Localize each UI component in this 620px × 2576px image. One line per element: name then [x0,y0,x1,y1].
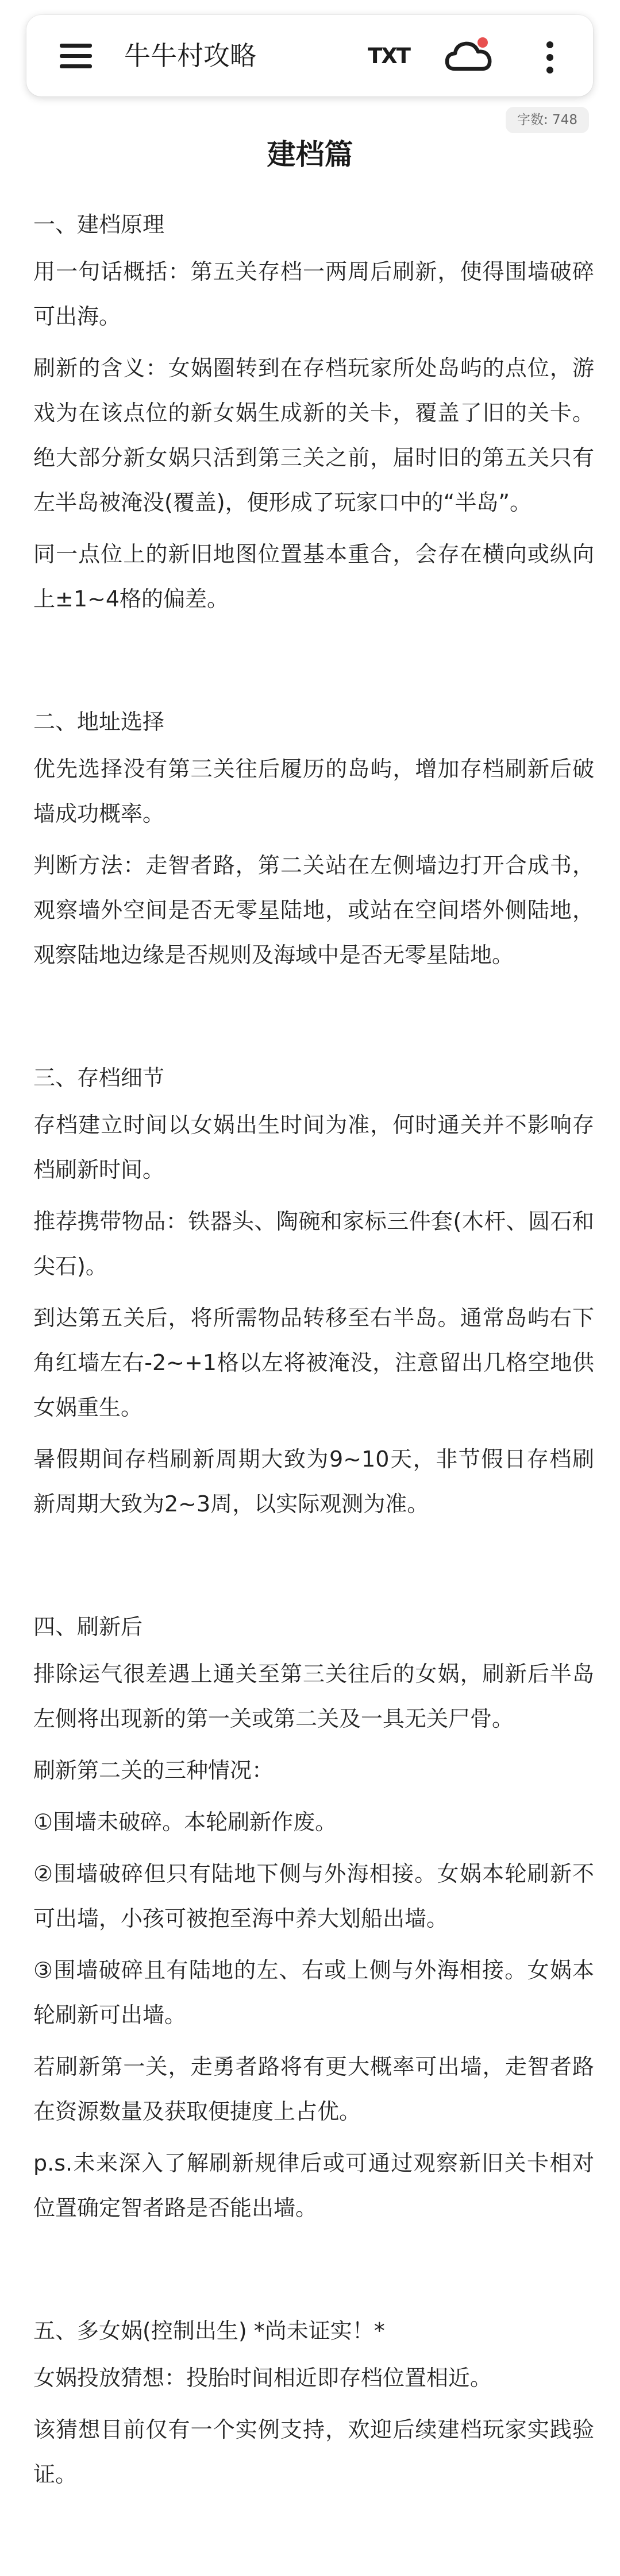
paragraph: 暑假期间存档刷新周期大致为9~10天，非节假日存档刷新周期大致为2~3周，以实际观测为准。 [33,1446,594,1517]
article-section [33,1606,594,2230]
article-section [33,203,594,621]
txt-icon[interactable]: TXT [368,44,410,68]
article-section [33,1057,594,1526]
paragraph: 存档建立时间以女娲出生时间为准，何时通关并不影响存档刷新时间。 [33,1112,594,1182]
paragraph: ②围墙破碎但只有陆地下侧与外海相接。女娲本轮刷新不可出墙，小孩可被抱至海中养大划船出墙。 [33,1861,594,1931]
paragraph: 该猜想目前仅有一个实例支持，欢迎后续建档玩家实践验证。 [33,2417,594,2487]
article-section [33,701,594,977]
paragraph: 刷新的含义：女娲圈转到在存档玩家所处岛屿的点位，游戏为在该点位的新女娲生成新的关卡，覆盖了旧的关卡。绝大部分新女娲只活到第三关之前，届时旧的第五关只有左半岛被淹没(覆盖)，便形成了玩家口中的“半岛”。 [33,355,594,515]
article-content [33,203,594,2576]
paragraph: 到达第五关后，将所需物品转移至右半岛。通常岛屿右下角红墙左右-2~+1格以左将被淹没，注意留出几格空地供女娲重生。 [33,1305,594,1420]
word-count-badge: 字数: 748 [506,107,589,133]
paragraph: 同一点位上的新旧地图位置基本重合，会存在横向或纵向上±1~4格的偏差。 [33,541,594,612]
paragraph: ①围墙未破碎。本轮刷新作废。 [33,1809,337,1835]
menu-icon[interactable] [60,42,94,69]
app-title: 牛牛村攻略 [124,40,256,71]
paragraph: 排除运气很差遇上通关至第三关往后的女娲，刷新后半岛左侧将出现新的第一关或第二关及一具无关尸骨。 [33,1661,594,1731]
notification-dot [477,37,488,48]
section-heading: 三、存档细节 [33,1065,165,1090]
more-vert-icon[interactable] [541,40,559,75]
paragraph: 女娲投放猜想：投胎时间相近即存档位置相近。 [33,2365,492,2391]
paragraph: 判断方法：走智者路，第二关站在左侧墙边打开合成书，观察墙外空间是否无零星陆地，或站在空间塔外侧陆地，观察陆地边缘是否规则及海域中是否无零星陆地。 [33,853,594,968]
article-section [33,2310,594,2497]
paragraph: 刷新第二关的三种情况： [33,1758,274,1783]
section-heading: 四、刷新后 [33,1614,143,1639]
paragraph: 用一句话概括：第五关存档一两周后刷新，使得围墙破碎可出海。 [33,259,594,329]
section-heading: 二、地址选择 [33,709,165,734]
paragraph: ③围墙破碎且有陆地的左、右或上侧与外海相接。女娲本轮刷新可出墙。 [33,1958,594,2028]
paragraph: 推荐携带物品：铁器头、陶碗和家标三件套(木杆、圆石和尖石)。 [33,1209,594,1279]
paragraph: 优先选择没有第三关往后履历的岛屿，增加存档刷新后破墙成功概率。 [33,756,594,826]
cloud-icon[interactable] [444,34,495,76]
document-title: 建档篇 [267,138,353,171]
paragraph: 若刷新第一关，走勇者路将有更大概率可出墙，走智者路在资源数量及获取便捷度上占优。 [33,2054,594,2124]
section-heading: 一、建档原理 [33,212,165,237]
top-app-bar [26,15,593,96]
paragraph: p.s.未来深入了解刷新规律后或可通过观察新旧关卡相对位置确定智者路是否能出墙。 [33,2150,594,2221]
section-heading: 五、多女娲(控制出生) *尚未证实！* [33,2318,385,2343]
